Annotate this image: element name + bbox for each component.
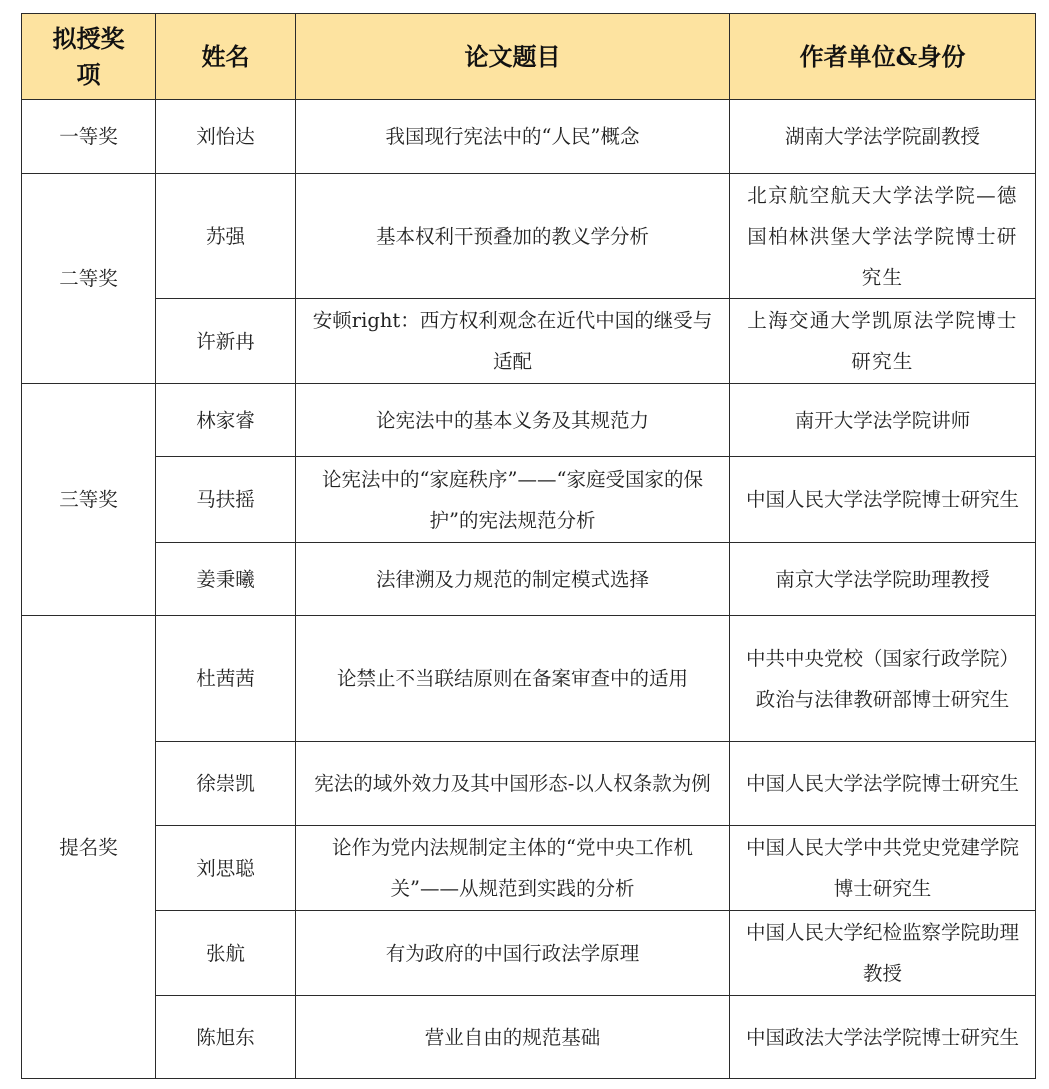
table-row xyxy=(22,543,1036,616)
affiliation-cell: 上海交通大学凯原法学院博士研究生 xyxy=(730,299,1036,384)
name-cell: 陈旭东 xyxy=(156,996,296,1079)
header-name: 姓名 xyxy=(156,14,296,100)
affiliation-cell: 中国政法大学法学院博士研究生 xyxy=(730,996,1036,1079)
affiliation-cell: 湖南大学法学院副教授 xyxy=(730,100,1036,174)
award-cell-third: 三等奖 xyxy=(22,384,156,616)
table-row xyxy=(22,384,1036,457)
title-cell: 法律溯及力规范的制定模式选择 xyxy=(296,543,730,616)
title-cell: 我国现行宪法中的“人民”概念 xyxy=(296,100,730,174)
affiliation-cell: 北京航空航天大学法学院—德国柏林洪堡大学法学院博士研究生 xyxy=(730,174,1036,299)
name-cell: 许新冉 xyxy=(156,299,296,384)
affiliation-cell: 南京大学法学院助理教授 xyxy=(730,543,1036,616)
header-row xyxy=(22,14,1036,100)
name-cell: 杜茜茜 xyxy=(156,616,296,742)
name-cell: 刘怡达 xyxy=(156,100,296,174)
table-row xyxy=(22,457,1036,543)
title-cell: 安顿right：西方权利观念在近代中国的继受与适配 xyxy=(296,299,730,384)
title-cell: 论禁止不当联结原则在备案审查中的适用 xyxy=(296,616,730,742)
award-cell-second: 二等奖 xyxy=(22,174,156,384)
title-cell: 论作为党内法规制定主体的“党中央工作机关”——从规范到实践的分析 xyxy=(296,826,730,911)
table-row xyxy=(22,174,1036,299)
title-cell: 有为政府的中国行政法学原理 xyxy=(296,911,730,996)
table-row xyxy=(22,826,1036,911)
header-award: 拟授奖项 xyxy=(22,14,156,100)
affiliation-cell: 中国人民大学法学院博士研究生 xyxy=(730,742,1036,826)
header-affiliation: 作者单位&身份 xyxy=(730,14,1036,100)
title-cell: 基本权利干预叠加的教义学分析 xyxy=(296,174,730,299)
title-cell: 宪法的域外效力及其中国形态-以人权条款为例 xyxy=(296,742,730,826)
awards-table xyxy=(21,13,1036,1079)
table-row xyxy=(22,616,1036,742)
award-cell-first: 一等奖 xyxy=(22,100,156,174)
title-cell: 论宪法中的基本义务及其规范力 xyxy=(296,384,730,457)
header-title: 论文题目 xyxy=(296,14,730,100)
affiliation-cell: 南开大学法学院讲师 xyxy=(730,384,1036,457)
name-cell: 刘思聪 xyxy=(156,826,296,911)
title-cell: 论宪法中的“家庭秩序”——“家庭受国家的保护”的宪法规范分析 xyxy=(296,457,730,543)
table-row xyxy=(22,100,1036,174)
name-cell: 林家睿 xyxy=(156,384,296,457)
title-cell: 营业自由的规范基础 xyxy=(296,996,730,1079)
name-cell: 张航 xyxy=(156,911,296,996)
affiliation-cell: 中国人民大学法学院博士研究生 xyxy=(730,457,1036,543)
award-cell-nomination: 提名奖 xyxy=(22,616,156,1079)
table-row xyxy=(22,742,1036,826)
name-cell: 姜秉曦 xyxy=(156,543,296,616)
table-row xyxy=(22,911,1036,996)
affiliation-cell: 中共中央党校（国家行政学院）政治与法律教研部博士研究生 xyxy=(730,616,1036,742)
affiliation-cell: 中国人民大学纪检监察学院助理教授 xyxy=(730,911,1036,996)
affiliation-cell: 中国人民大学中共党史党建学院博士研究生 xyxy=(730,826,1036,911)
table-row xyxy=(22,299,1036,384)
name-cell: 徐崇凯 xyxy=(156,742,296,826)
table-row xyxy=(22,996,1036,1079)
name-cell: 苏强 xyxy=(156,174,296,299)
name-cell: 马扶摇 xyxy=(156,457,296,543)
